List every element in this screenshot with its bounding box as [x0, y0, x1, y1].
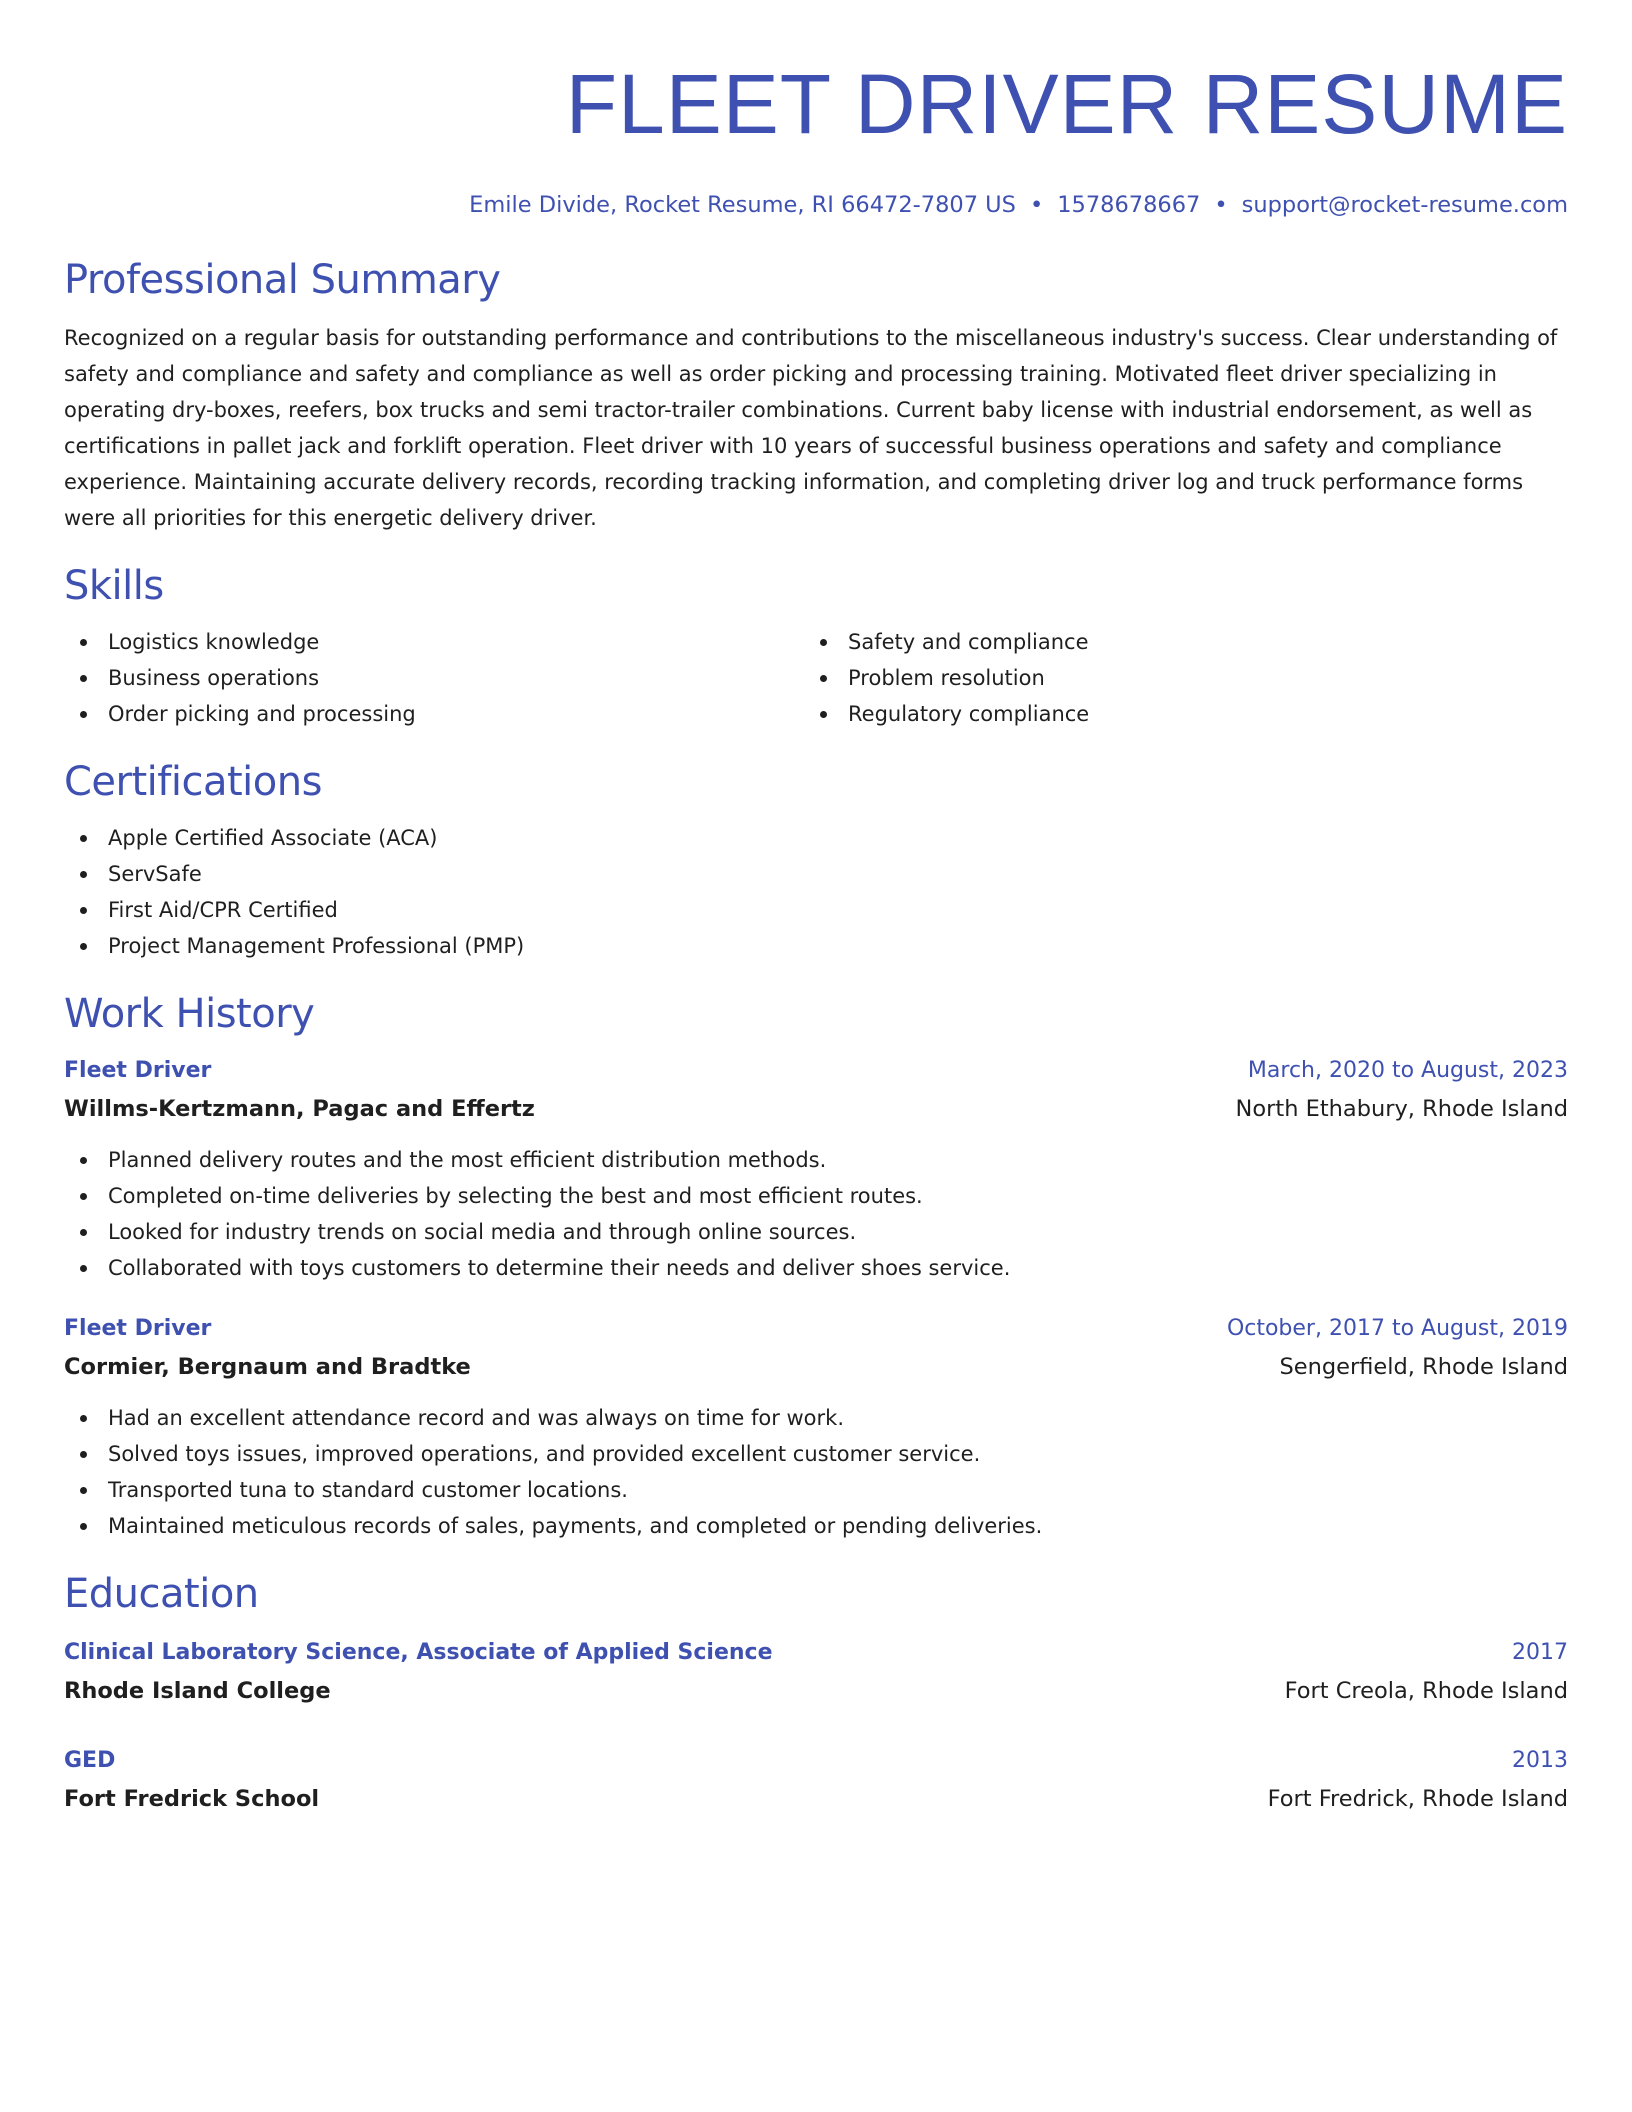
- education-entry: [64, 1634, 1568, 1710]
- certification-item: ServSafe: [64, 856, 1568, 892]
- job-duty: Completed on-time deliveries by selecting the best and most efficient routes.: [64, 1178, 1568, 1214]
- skills-list-left: [64, 624, 804, 732]
- education-entry: [64, 1742, 1568, 1818]
- job-employer-row: [64, 1348, 1568, 1386]
- job-dates: March, 2020 to August, 2023: [1247, 1058, 1568, 1083]
- education-degree-row: [64, 1742, 1568, 1780]
- contact-email[interactable]: support@rocket-resume.com: [1241, 192, 1568, 218]
- skill-item: Order picking and processing: [64, 696, 804, 732]
- education-year: 2017: [1512, 1640, 1568, 1665]
- job-employer: Willms-Kertzmann, Pagac and Effertz: [64, 1096, 535, 1122]
- contact-separator: •: [1214, 192, 1228, 218]
- job-duty: Planned delivery routes and the most efficient distribution methods.: [64, 1142, 1568, 1178]
- skills-heading: Skills: [64, 563, 164, 609]
- job-header-row: [64, 1310, 1568, 1348]
- education-heading: Education: [64, 1571, 259, 1617]
- summary-text: Recognized on a regular basis for outstanding performance and contributions to the miscellaneous industry's success. Clear understanding of safety and compliance and safety and compliance as well as order picking and processing training. Motivated fleet driver specializing in operating dry-boxes, reefers, box trucks and semi tractor-trailer combinations. Current baby license with industrial endorsement, as well as certifications in pallet jack and forklift operation. Fleet driver with 10 years of successful business operations and safety and compliance experience. Maintaining accurate delivery records, recording tracking information, and completing driver log and truck performance forms were all priorities for this energetic delivery driver.: [64, 326, 1558, 530]
- job-title: Fleet Driver: [64, 1058, 212, 1083]
- work-history-heading: Work History: [64, 991, 315, 1037]
- education-school: Rhode Island College: [64, 1678, 331, 1704]
- certification-item: Project Management Professional (PMP): [64, 928, 1568, 964]
- job-duty: Looked for industry trends on social media and through online sources.: [64, 1214, 1568, 1250]
- certification-item: Apple Certified Associate (ACA): [64, 820, 1568, 856]
- certifications-list: [64, 820, 1568, 964]
- job-duties-list: [64, 1400, 1568, 1544]
- education-degree: GED: [64, 1748, 116, 1773]
- job-duty: Solved toys issues, improved operations, and provided excellent customer service.: [64, 1436, 1568, 1472]
- education-school-row: [64, 1780, 1568, 1818]
- contact-line: [64, 190, 1568, 220]
- education-school: Fort Fredrick School: [64, 1786, 320, 1812]
- skills-grid: [64, 624, 1568, 732]
- education-year: 2013: [1512, 1748, 1568, 1773]
- skill-item: Safety and compliance: [804, 624, 1544, 660]
- certifications-heading: Certifications: [64, 759, 322, 805]
- resume-title: FLEET DRIVER RESUME: [565, 57, 1568, 151]
- job-duty: Collaborated with toys customers to determine their needs and deliver shoes service.: [64, 1250, 1568, 1286]
- job-entry: [64, 1052, 1568, 1286]
- skill-item: Logistics knowledge: [64, 624, 804, 660]
- contact-phone[interactable]: 1578678667: [1057, 192, 1201, 218]
- summary-heading: Professional Summary: [64, 257, 501, 303]
- education-location: Fort Creola, Rhode Island: [1284, 1678, 1568, 1704]
- job-dates: October, 2017 to August, 2019: [1226, 1316, 1568, 1341]
- education-school-row: [64, 1672, 1568, 1710]
- education-degree-row: [64, 1634, 1568, 1672]
- education-degree: Clinical Laboratory Science, Associate of Applied Science: [64, 1640, 773, 1665]
- skills-list-right: [804, 624, 1544, 732]
- job-duty: Transported tuna to standard customer locations.: [64, 1472, 1568, 1508]
- certification-item: First Aid/CPR Certified: [64, 892, 1568, 928]
- contact-separator: •: [1029, 192, 1044, 218]
- job-employer-row: [64, 1090, 1568, 1128]
- skill-item: Regulatory compliance: [804, 696, 1544, 732]
- job-employer: Cormier, Bergnaum and Bradtke: [64, 1354, 471, 1380]
- job-duties-list: [64, 1142, 1568, 1286]
- job-duty: Maintained meticulous records of sales, payments, and completed or pending deliveries.: [64, 1508, 1568, 1544]
- job-title: Fleet Driver: [64, 1316, 212, 1341]
- job-location: North Ethabury, Rhode Island: [1235, 1096, 1568, 1122]
- job-entry: [64, 1310, 1568, 1544]
- job-duty: Had an excellent attendance record and was always on time for work.: [64, 1400, 1568, 1436]
- skill-item: Problem resolution: [804, 660, 1544, 696]
- contact-address: Emile Divide, Rocket Resume, RI 66472-7807 US: [469, 192, 1016, 218]
- education-location: Fort Fredrick, Rhode Island: [1267, 1786, 1568, 1812]
- job-header-row: [64, 1052, 1568, 1090]
- job-location: Sengerfield, Rhode Island: [1279, 1354, 1568, 1380]
- skill-item: Business operations: [64, 660, 804, 696]
